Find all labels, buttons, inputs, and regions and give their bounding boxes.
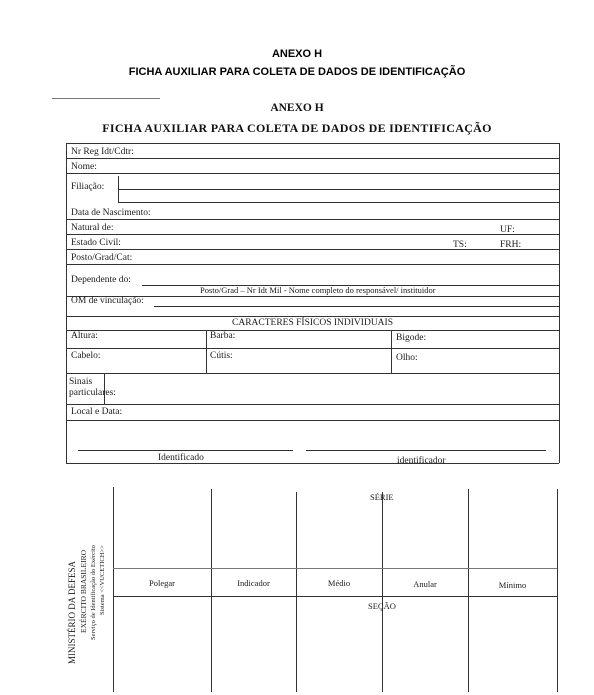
- nr-reg-label: Nr Reg Idt/Cdtr:: [71, 147, 134, 157]
- dependente-hint: Posto/Grad – Nr Idt Mil - Nome completo do responsável/ instituidor: [200, 285, 436, 295]
- identificado-label: Identificado: [158, 453, 204, 463]
- olho-label: Olho:: [396, 353, 418, 363]
- system-label: Sistema <<VUCETICH>>: [99, 545, 106, 615]
- om-label: OM de vinculação:: [71, 296, 144, 306]
- finger-label-anular: Anular: [413, 579, 437, 589]
- page-subtitle: FICHA AUXILIAR PARA COLETA DE DADOS DE IDENTIFICAÇÃO: [128, 66, 466, 78]
- page-title: ANEXO H: [271, 48, 323, 60]
- form-subtitle: FICHA AUXILIAR PARA COLETA DE DADOS DE IDENTIFICAÇÃO: [102, 121, 492, 135]
- finger-label-medio: Médio: [327, 578, 351, 588]
- scan-mark-line: [52, 98, 160, 99]
- dependente-label: Dependente do:: [71, 275, 131, 285]
- bigode-label: Bigode:: [396, 333, 427, 343]
- sinais-label: Sinais: [69, 377, 93, 387]
- ministry-label: MINISTÉRIO DA DEFESA: [67, 560, 77, 664]
- barba-label: Barba:: [210, 331, 236, 341]
- finger-label-indicador: Indicador: [237, 578, 270, 588]
- natural-label: Natural de:: [71, 223, 114, 233]
- filiacao-label: Filiação:: [71, 182, 105, 192]
- estado-civil-label: Estado Civil:: [71, 238, 121, 248]
- data-nascimento-label: Data de Nascimento:: [71, 208, 151, 218]
- service-label: Serviço de Identificação do Exército: [90, 545, 97, 640]
- identificador-label: identificador: [397, 456, 446, 466]
- frh-label: FRH:: [500, 240, 522, 250]
- posto-label: Posto/Grad/Cat:: [71, 253, 133, 263]
- finger-label-polegar: Polegar: [149, 578, 175, 588]
- local-data-label: Local e Data:: [71, 407, 123, 417]
- altura-label: Altura:: [71, 331, 98, 341]
- finger-label-minimo: Mínimo: [498, 580, 527, 590]
- serie-label: SÉRIE: [370, 492, 394, 502]
- physical-title: CARACTERES FÍSICOS INDIVIDUAIS: [232, 318, 393, 328]
- uf-label: UF:: [500, 225, 515, 235]
- form-title: ANEXO H: [270, 102, 324, 114]
- sinais-label-2: particulares:: [69, 388, 116, 398]
- cutis-label: Cútis:: [210, 351, 233, 361]
- secao-label: SEÇÃO: [368, 601, 396, 611]
- nome-label: Nome:: [71, 162, 97, 172]
- cabelo-label: Cabelo:: [71, 351, 101, 361]
- ts-label: TS:: [453, 240, 467, 250]
- army-label: EXÉRCITO BRASILEIRO: [79, 550, 88, 633]
